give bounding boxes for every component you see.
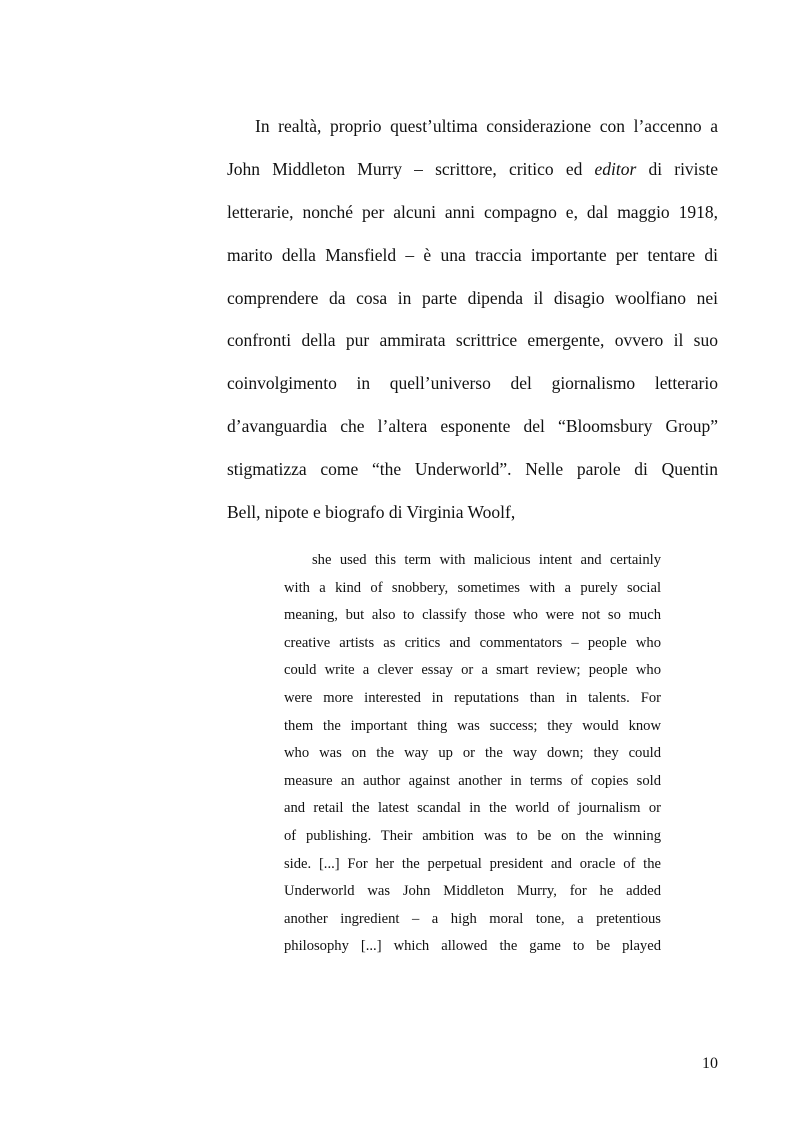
quote-line: were more interested in reputations than in talents. For xyxy=(284,689,661,706)
quote-line: she used this term with malicious intent and certainly xyxy=(312,552,661,568)
body-line: marito della Mansfield – è una traccia importante per tentare di xyxy=(227,244,718,265)
body-line xyxy=(227,148,718,191)
body-line-text: di riviste xyxy=(636,158,718,179)
quote-line: who was on the way up or the way down; they could xyxy=(284,745,661,762)
quote-line: could write a clever essay or a smart review; people who xyxy=(284,662,661,679)
body-line: In realtà, proprio quest’ultima considerazione con l’accenno a xyxy=(255,116,718,136)
body-line-text: John Middleton Murry – scrittore, critico ed xyxy=(227,158,595,179)
quote-line: them the important thing was success; they would know xyxy=(284,717,661,734)
page-number: 10 xyxy=(702,1055,718,1072)
body-line: stigmatizza come “the Underworld”. Nelle parole di Quentin xyxy=(227,459,718,480)
body-paragraph xyxy=(227,105,718,534)
quote-line: meaning, but also to classify those who were not so much xyxy=(284,607,661,624)
quote-line: another ingredient – a high moral tone, a pretentious xyxy=(284,910,661,927)
quote-line: of publishing. Their ambition was to be on the winning xyxy=(284,827,661,844)
quote-line: philosophy [...] which allowed the game to be played xyxy=(284,938,661,955)
body-line: coinvolgimento in quell’universo del giornalismo letterario xyxy=(227,373,718,394)
body-line: d’avanguardia che l’altera esponente del “Bloomsbury Group” xyxy=(227,416,718,437)
quote-line: creative artists as critics and commentators – people who xyxy=(284,634,661,651)
quote-line: measure an author against another in terms of copies sold xyxy=(284,772,661,789)
quote-line: Underworld was John Middleton Murry, for he added xyxy=(284,883,661,900)
quote-line: and retail the latest scandal in the world of journalism or xyxy=(284,800,661,817)
body-line: letterarie, nonché per alcuni anni compagno e, dal maggio 1918, xyxy=(227,201,718,222)
quote-line: side. [...] For her the perpetual president and oracle of the xyxy=(284,855,661,872)
block-quote xyxy=(284,547,661,961)
body-line: Bell, nipote e biografo di Virginia Woolf, xyxy=(227,502,516,523)
body-line: comprendere da cosa in parte dipenda il disagio woolfiano nei xyxy=(227,287,718,308)
body-line: confronti della pur ammirata scrittrice emergente, ovvero il suo xyxy=(227,330,718,351)
quote-line: with a kind of snobbery, sometimes with a purely social xyxy=(284,579,661,596)
emphasized-word: editor xyxy=(594,158,637,179)
